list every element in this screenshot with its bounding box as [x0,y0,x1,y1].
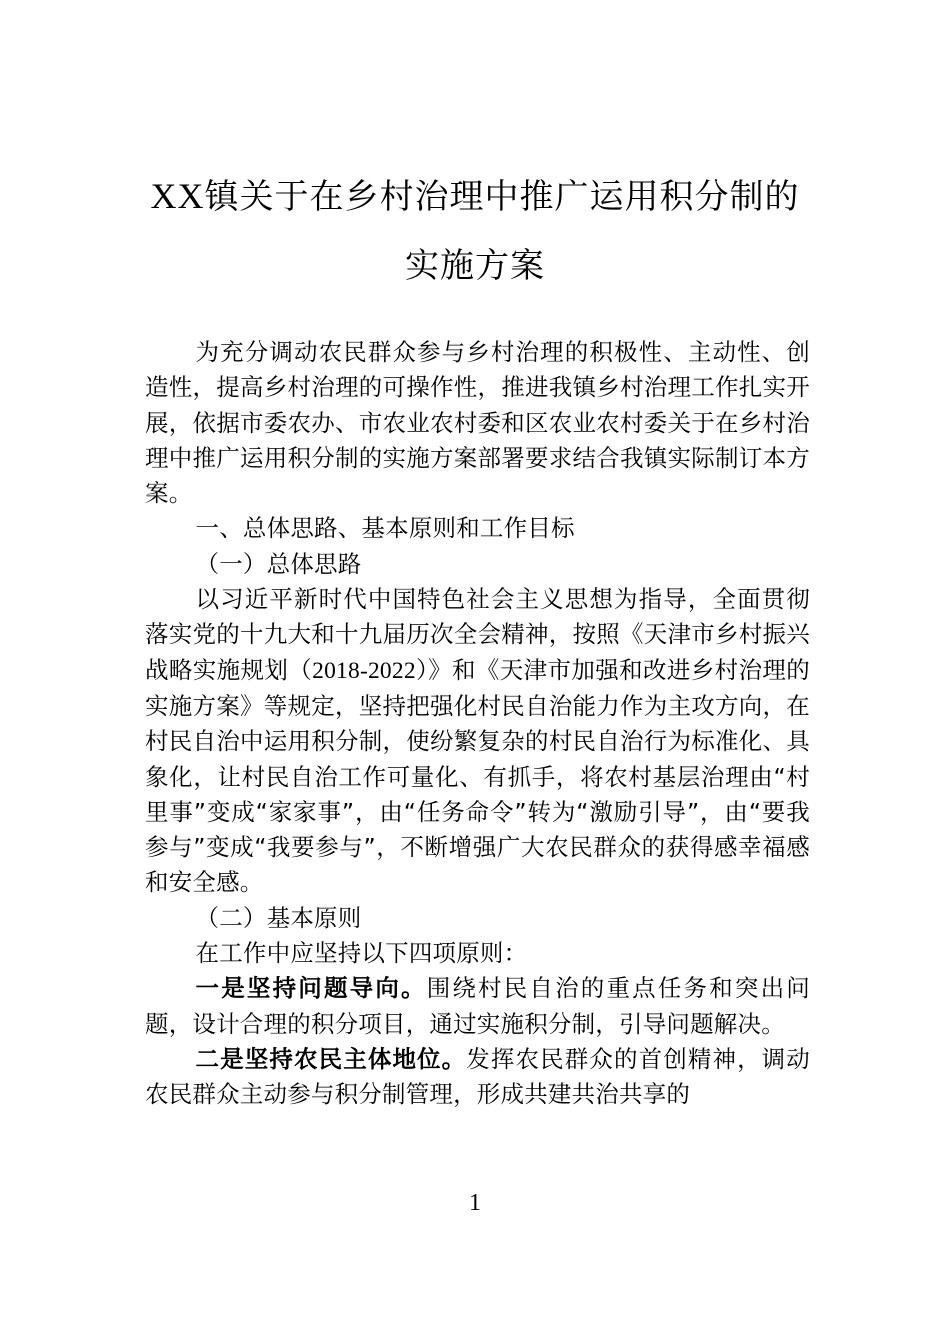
intro-paragraph: 为充分调动农民群众参与乡村治理的积极性、主动性、创造性，提高乡村治理的可操作性，推进我镇乡村治理工作扎实开展，依据市委农办、市农业农村委和区农业农村委关于在乡村治理中推广运用积分制的实施方案部署要求结合我镇实际制订本方案。 [145,338,810,508]
document-title-line-2: 实施方案 [405,246,545,286]
subsection-1-paragraph [145,582,810,901]
principles-intro: 在工作中应坚持以下四项原则： [195,939,528,968]
principle-2-lead: 二是坚持农民主体地位。 [195,1044,467,1073]
subsection-1-heading: （一）总体思路 [195,549,362,578]
subsection-1-text-a: 以习近平新时代中国特色社会主义思想为指导，全面贯彻落实党的十九大和十九届历次全会精神，按照《天津市乡村振兴战略实施规划（ [145,585,810,684]
principle-1-paragraph [145,971,810,1042]
page-number: 1 [469,1190,481,1216]
title-prefix: XX [150,176,205,216]
principle-2-body: 发挥农民群众的首创精神，调动农民群众主动参与积分制管理，形成共建共治共享的 [145,1044,810,1109]
section-1-heading: 一、总体思路、基本原则和工作目标 [195,514,575,543]
subsection-2-heading: （二）基本原则 [195,903,362,932]
principle-1-body: 围绕村民自治的重点任务和突出问题，设计合理的积分项目，通过实施积分制，引导问题解决。 [145,974,810,1038]
principle-2-paragraph [145,1042,810,1113]
document-title-line-1 [120,176,830,217]
principle-1-lead: 一是坚持问题导向。 [195,974,427,1003]
title-main-text: 镇关于在乡村治理中推广运用积分制的 [204,177,800,217]
document-body [145,335,810,1113]
plan-years: 2018-2022 [312,657,416,684]
subsection-1-text-b: ）》和《天津市加强和改进乡村治理的实施方案》等规定，坚持把强化村民自治能力作为主攻方向，在村民自治中运用积分制，使纷繁复杂的村民自治行为标准化、具象化，让村民自治工作可量化、有抓手，将农村基层治理由“村里事”变成“家家事”，由“任务命令”转为“激励引导”，由“要我参与”变成“我要参与”，不断增强广大农民群众的获得感幸福感和安全感。 [145,655,810,897]
